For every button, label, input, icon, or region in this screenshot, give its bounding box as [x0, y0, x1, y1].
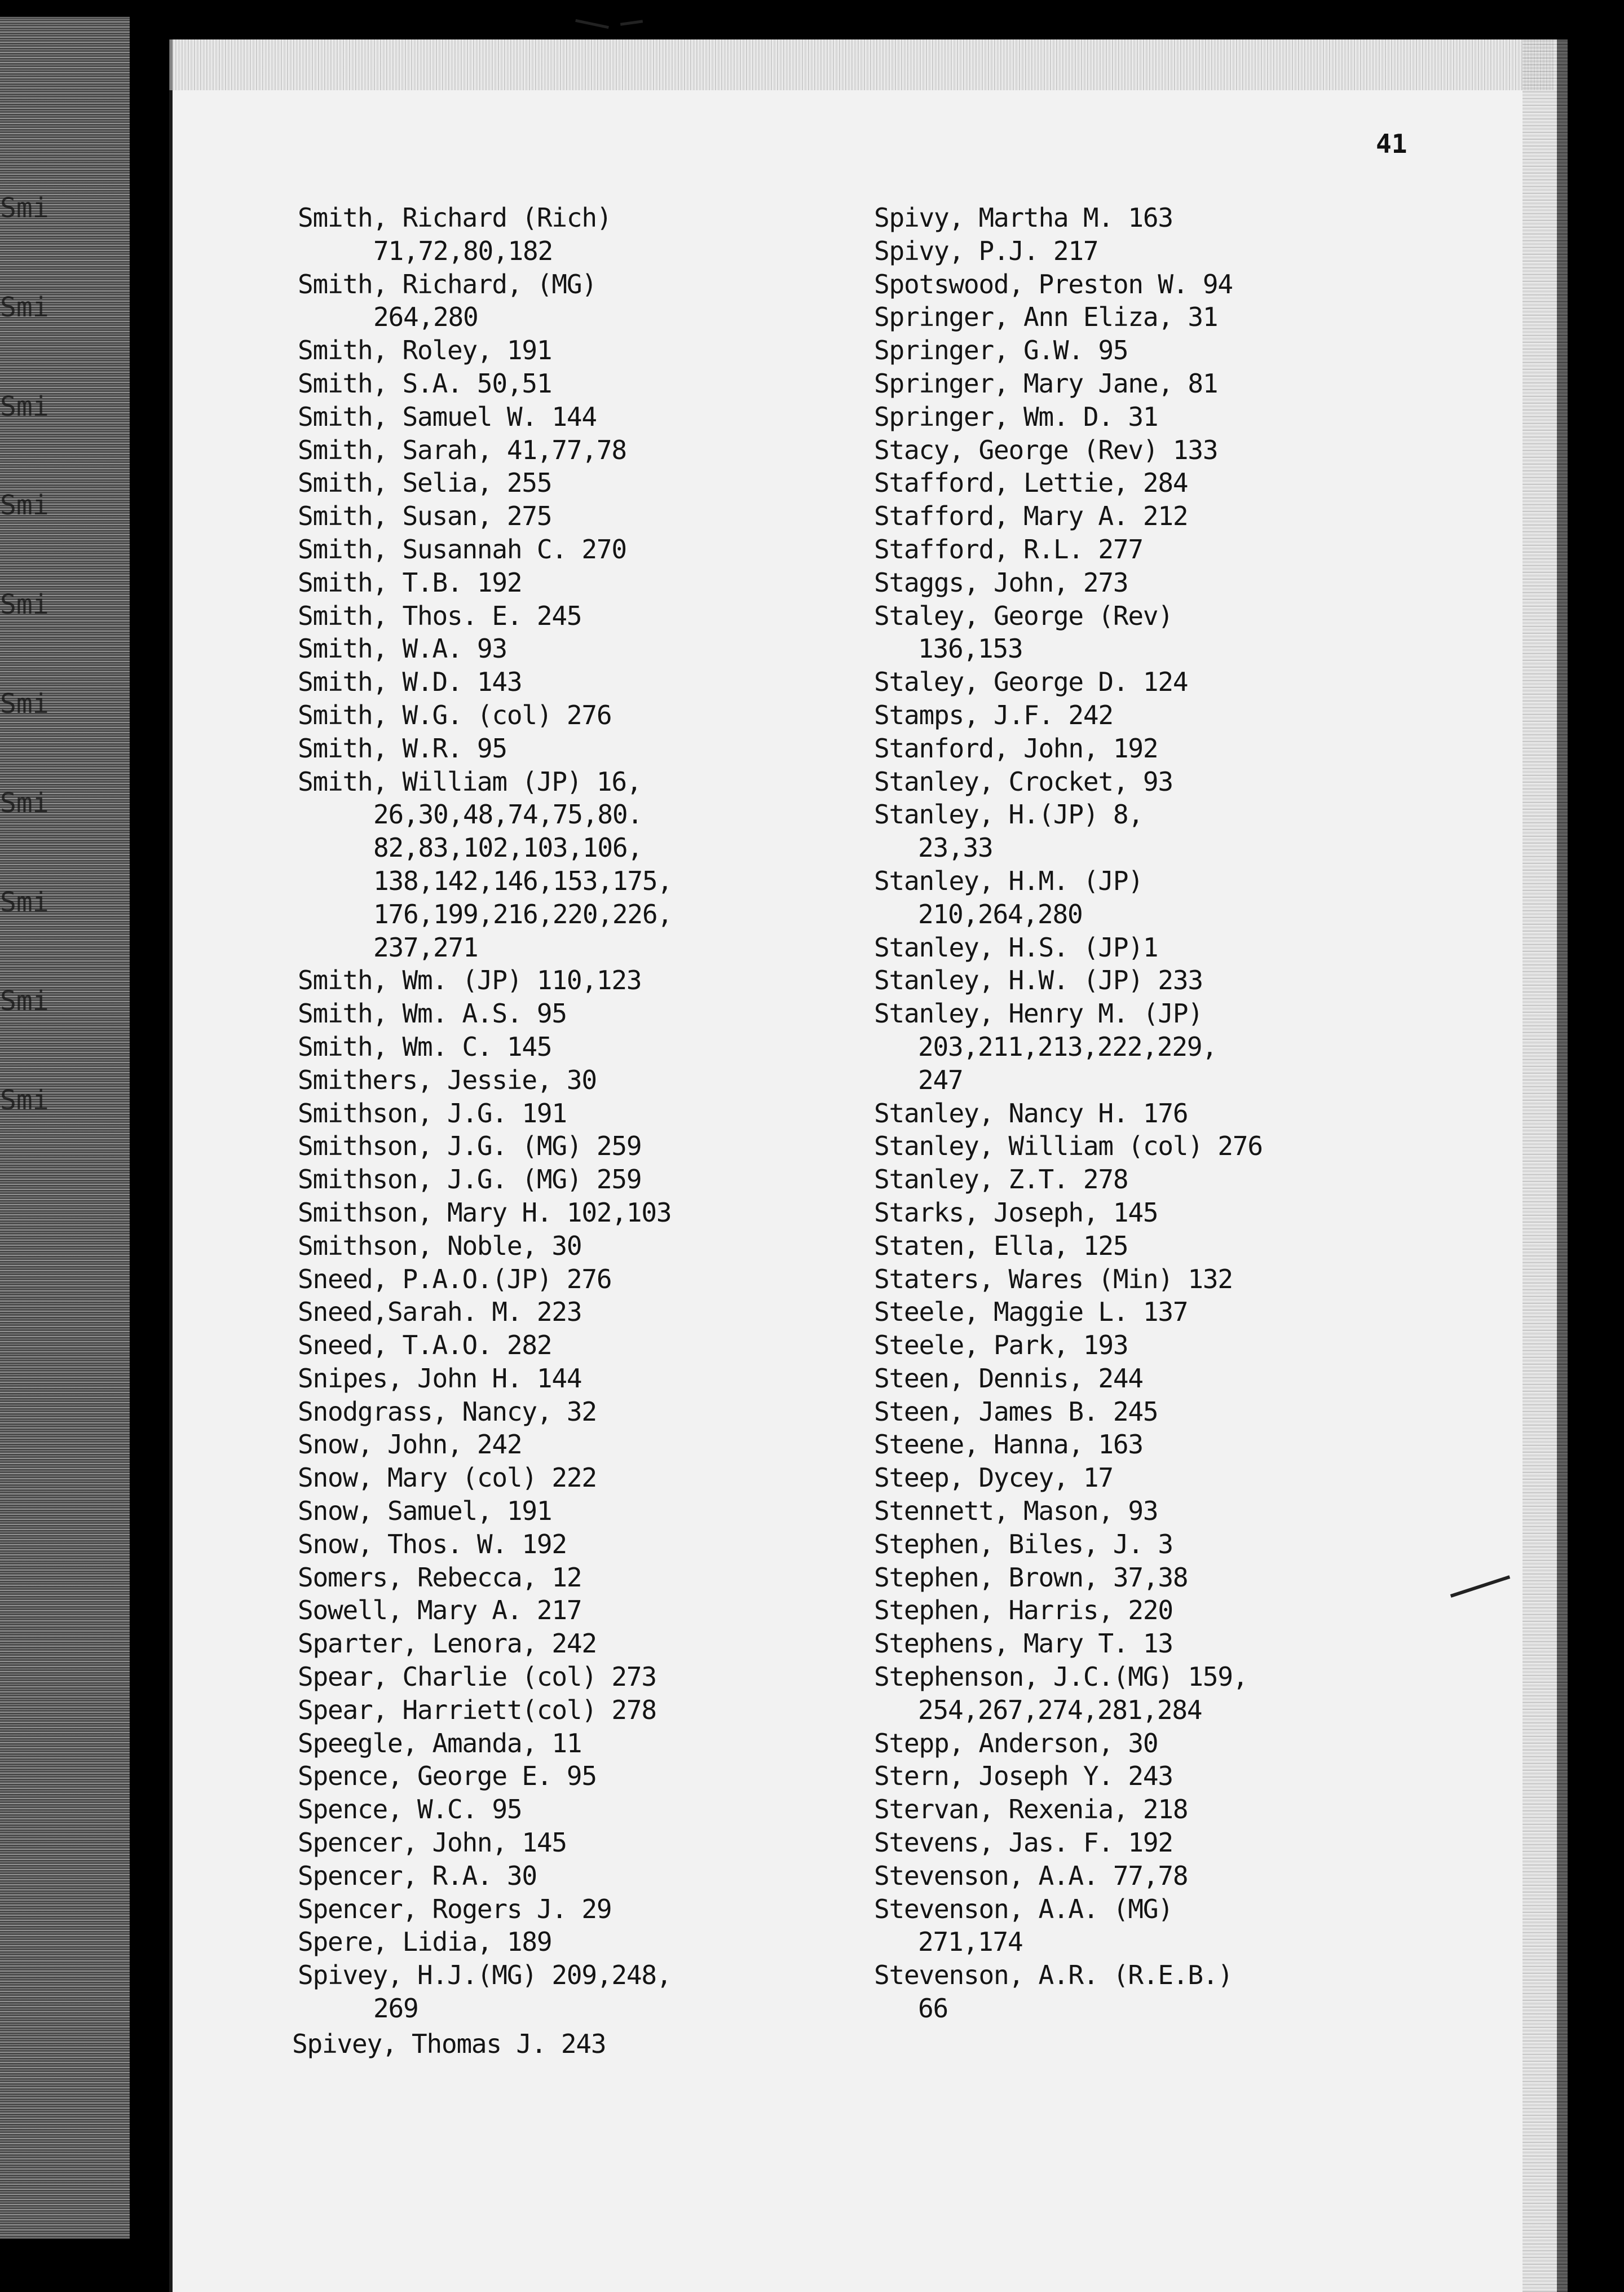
index-entry-name: Smith, W.D. 143: [298, 667, 522, 698]
index-entry-name: Smith, S.A. 50,51: [298, 368, 552, 399]
index-entry: [874, 1329, 1522, 1362]
index-entry-name: Smithson, Mary H. 102,103: [298, 1197, 672, 1228]
index-entry-name: Steele, Park, 193: [874, 1330, 1128, 1361]
index-entry-name: Staters, Wares (Min) 132: [874, 1263, 1233, 1294]
index-entry: [298, 1163, 862, 1196]
previous-page-edge-text: [0, 192, 51, 1183]
index-entry: [874, 367, 1522, 400]
index-entry: [298, 632, 862, 665]
index-entry: [874, 1395, 1522, 1429]
index-entry: [874, 1561, 1522, 1594]
index-entry-name: Stephen, Biles, J. 3: [874, 1528, 1173, 1559]
index-entry-name: Stevenson, A.R. (R.E.B.): [874, 1960, 1233, 1991]
index-entry-continuation: 271,174: [918, 1927, 1023, 1958]
index-entry-continuation: 23,33: [918, 832, 993, 863]
index-entry-name: Smith, Wm. A.S. 95: [298, 998, 567, 1029]
index-entry-name: Steene, Hanna, 163: [874, 1429, 1143, 1460]
index-entry-name: Smith, Richard, (MG): [298, 268, 597, 299]
index-entry: [298, 1295, 862, 1329]
index-entry-continuation: 82,83,102,103,106,: [373, 832, 642, 863]
index-entry-name: Spear, Charlie (col) 273: [298, 1661, 656, 1692]
index-entry: [874, 1528, 1522, 1561]
index-entry: [874, 201, 1522, 235]
index-entry-continuation: 176,199,216,220,226,: [373, 898, 672, 929]
scan-noise-top: [169, 39, 1554, 90]
index-entry-name: Smith, Thos. E. 245: [298, 600, 582, 631]
previous-page-fragment: Smi: [0, 1085, 49, 1117]
index-entry: [298, 600, 862, 633]
index-entry: [874, 1362, 1522, 1395]
index-entry-name: Stephen, Brown, 37,38: [874, 1562, 1188, 1593]
previous-page-fragment: Smi: [0, 291, 49, 323]
index-entry: [298, 268, 862, 334]
index-entry: [298, 1329, 862, 1362]
index-entry-name: Staley, George D. 124: [874, 667, 1188, 698]
index-entry-name: Sowell, Mary A. 217: [298, 1595, 582, 1626]
index-entry-name: Snow, Samuel, 191: [298, 1496, 552, 1527]
index-entry: [298, 334, 862, 367]
index-entry: [874, 1959, 1522, 2025]
index-entry-name: Staley, George (Rev): [874, 600, 1173, 631]
index-entry-name: Smithson, J.G. (MG) 259: [298, 1164, 642, 1195]
index-entry: [298, 1064, 862, 1097]
index-entry-continuation: 269: [373, 1993, 418, 2024]
index-entry: [874, 500, 1522, 533]
index-entry: [298, 1925, 862, 1959]
index-entry-name: Stanley, H.(JP) 8,: [874, 799, 1143, 830]
index-entry-name: Spivey, H.J.(MG) 209,248,: [298, 1960, 672, 1991]
index-entry-name: Stephens, Mary T. 13: [874, 1628, 1173, 1659]
index-entry-name: Spence, W.C. 95: [298, 1794, 522, 1825]
index-entry-name: Spencer, R.A. 30: [298, 1860, 537, 1891]
index-entry: [298, 1495, 862, 1528]
index-entry-name: Stanley, Nancy H. 176: [874, 1097, 1188, 1129]
index-entry-name: Stanford, John, 192: [874, 733, 1158, 764]
index-entry: [298, 699, 862, 732]
index-entry-name: Stafford, Lettie, 284: [874, 468, 1188, 499]
index-entry-name: Smith, T.B. 192: [298, 567, 522, 598]
index-entry-name: Stanley, Henry M. (JP): [874, 998, 1203, 1029]
index-entry: [874, 566, 1522, 600]
index-entry: [874, 1495, 1522, 1528]
index-entry-name: Snow, Mary (col) 222: [298, 1462, 597, 1493]
index-entry: [298, 1130, 862, 1163]
index-entry: [874, 1627, 1522, 1660]
index-entry-name: Smith, Susan, 275: [298, 501, 552, 532]
index-entry: [874, 434, 1522, 467]
index-entry-name: Staten, Ella, 125: [874, 1230, 1128, 1261]
index-entry-name: Stephen, Harris, 220: [874, 1595, 1173, 1626]
index-entry: [298, 1660, 862, 1694]
index-entry: [298, 566, 862, 600]
index-entry-name: Stepp, Anderson, 30: [874, 1727, 1158, 1758]
index-entry-name: Snodgrass, Nancy, 32: [298, 1396, 597, 1427]
index-entry: [298, 1196, 862, 1229]
index-entry-name: Smith, Richard (Rich): [298, 202, 612, 233]
index-entry: [298, 1030, 862, 1064]
index-entry-name: Steen, James B. 245: [874, 1396, 1158, 1427]
index-entry-name: Smith, Susannah C. 270: [298, 534, 626, 565]
index-entry: [298, 1959, 862, 2025]
index-entry-name: Snow, John, 242: [298, 1429, 522, 1460]
index-entry: [298, 1528, 862, 1561]
index-entry-name: Stamps, J.F. 242: [874, 699, 1113, 730]
index-entry: [298, 533, 862, 566]
index-entry: [298, 466, 862, 500]
previous-page-fragment: Smi: [0, 687, 49, 720]
index-entry-name: Smith, Sarah, 41,77,78: [298, 434, 626, 465]
index-entry: [874, 600, 1522, 666]
index-entry: [298, 1461, 862, 1495]
index-entry: [874, 1295, 1522, 1329]
index-entry-name: Stevenson, A.A. 77,78: [874, 1860, 1188, 1891]
index-entry: [874, 400, 1522, 434]
index-entry-name: Smith, Samuel W. 144: [298, 401, 597, 432]
index-entry-name: Stafford, Mary A. 212: [874, 501, 1188, 532]
index-entry-name: Springer, Wm. D. 31: [874, 401, 1158, 432]
index-entry-name: Staggs, John, 273: [874, 567, 1128, 598]
previous-page-fragment: Smi: [0, 886, 49, 918]
index-entry: [874, 533, 1522, 566]
index-entry: [874, 1660, 1522, 1727]
index-entry-name: Stennett, Mason, 93: [874, 1496, 1158, 1527]
index-entry-name: Sparter, Lenora, 242: [298, 1628, 597, 1659]
index-entry: [874, 798, 1522, 865]
index-entry-name: Springer, G.W. 95: [874, 335, 1128, 366]
index-entry-name: Stanley, William (col) 276: [874, 1131, 1263, 1162]
index-entry: [298, 1561, 862, 1594]
index-entry: [298, 1893, 862, 1926]
index-entry: [874, 466, 1522, 500]
previous-page-fragment: Smi: [0, 589, 49, 621]
index-entry: [874, 1826, 1522, 1859]
index-entry-name: Stervan, Rexenia, 218: [874, 1794, 1188, 1825]
index-entry-continuation: 264,280: [373, 302, 478, 333]
index-entry: [298, 964, 862, 997]
index-entry-continuation: 138,142,146,153,175,: [373, 865, 672, 896]
scan-mark: [620, 20, 643, 26]
index-entry: [298, 732, 862, 765]
index-entry: [874, 334, 1522, 367]
index-entry: [298, 201, 862, 268]
index-entry-continuation: 247: [918, 1064, 963, 1095]
index-entry: [874, 1793, 1522, 1826]
index-entry-name: Smith, W.G. (col) 276: [298, 699, 612, 730]
previous-page-fragment: Smi: [0, 787, 49, 819]
index-entry-continuation: 237,271: [373, 932, 478, 963]
index-entry-name: Speegle, Amanda, 11: [298, 1727, 582, 1758]
index-entry-name: Spence, George E. 95: [298, 1761, 597, 1792]
index-entry: [874, 765, 1522, 799]
index-entry-name: Stacy, George (Rev) 133: [874, 434, 1218, 465]
index-entry: [298, 1263, 862, 1296]
index-entry-name: Smith, Roley, 191: [298, 335, 552, 366]
index-entry: [298, 997, 862, 1030]
index-entry-name: Stanley, Z.T. 278: [874, 1164, 1128, 1195]
page-number: 41: [1376, 129, 1407, 159]
previous-page-fragment: Smi: [0, 490, 49, 522]
scan-noise-right: [1522, 39, 1568, 2292]
index-entry-name: Sneed, T.A.O. 282: [298, 1330, 552, 1361]
index-entry: [298, 1859, 862, 1893]
index-entry: [298, 434, 862, 467]
index-entry-name: Smithson, J.G. 191: [298, 1097, 567, 1129]
index-entry: [298, 1760, 862, 1793]
index-entry-name: Stephenson, J.C.(MG) 159,: [874, 1661, 1248, 1692]
index-entry-name: Stanley, H.W. (JP) 233: [874, 965, 1203, 996]
index-entry: [298, 1097, 862, 1130]
index-entry: [874, 1229, 1522, 1263]
index-entry: [298, 1727, 862, 1760]
index-entry-name: Spivy, P.J. 217: [874, 235, 1098, 266]
index-entry-name: Spear, Harriett(col) 278: [298, 1694, 656, 1725]
index-entry: [874, 1130, 1522, 1163]
index-entry-name: Stanley, H.S. (JP)1: [874, 932, 1158, 963]
index-entry-name: Smith, W.A. 93: [298, 633, 507, 664]
index-entry-name: Spotswood, Preston W. 94: [874, 268, 1233, 299]
index-entry-continuation: 66: [918, 1993, 948, 2024]
index-entry-continuation: 26,30,48,74,75,80.: [373, 799, 642, 830]
index-entry-name: Starks, Joseph, 145: [874, 1197, 1158, 1228]
index-entry: [874, 732, 1522, 765]
index-entry-name: Smithson, J.G. (MG) 259: [298, 1131, 642, 1162]
index-entry-name: Smith, Selia, 255: [298, 468, 552, 499]
index-entry-name: Snipes, John H. 144: [298, 1363, 582, 1394]
index-entry: [298, 367, 862, 400]
previous-page-fragment: Smi: [0, 985, 49, 1017]
index-entry: [874, 964, 1522, 997]
index-entry-name: Smith, Wm. (JP) 110,123: [298, 965, 642, 996]
index-entry: [874, 301, 1522, 334]
index-entry-name: Sneed,Sarah. M. 223: [298, 1297, 582, 1328]
index-entry: [298, 1428, 862, 1461]
index-entry: [298, 1793, 862, 1826]
index-column-right: [874, 201, 1522, 2025]
index-entry-name: Spivy, Martha M. 163: [874, 202, 1173, 233]
index-entry-trailing: Spivey, Thomas J. 243: [292, 2029, 606, 2059]
index-entry-name: Springer, Mary Jane, 81: [874, 368, 1218, 399]
index-entry-continuation: 254,267,274,281,284: [918, 1694, 1202, 1725]
index-entry-name: Sneed, P.A.O.(JP) 276: [298, 1263, 612, 1294]
index-entry: [298, 1594, 862, 1627]
index-entry: [874, 1893, 1522, 1959]
index-entry-continuation: 210,264,280: [918, 898, 1083, 929]
index-entry: [874, 1428, 1522, 1461]
previous-page-fragment: Smi: [0, 390, 49, 422]
scan-mark: [575, 19, 609, 29]
index-entry-continuation: 71,72,80,182: [373, 235, 553, 266]
index-entry: [874, 931, 1522, 964]
index-entry: [874, 865, 1522, 931]
index-entry-continuation: 203,211,213,222,229,: [918, 1031, 1217, 1062]
index-entry: [874, 1461, 1522, 1495]
index-entry: [874, 1727, 1522, 1760]
index-entry-name: Steele, Maggie L. 137: [874, 1297, 1188, 1328]
index-entry: [298, 1229, 862, 1263]
index-entry-name: Smith, W.R. 95: [298, 733, 507, 764]
index-entry-name: Steen, Dennis, 244: [874, 1363, 1143, 1394]
index-entry: [874, 1594, 1522, 1627]
index-entry: [874, 1163, 1522, 1196]
index-entry-name: Springer, Ann Eliza, 31: [874, 302, 1218, 333]
index-entry: [874, 235, 1522, 268]
index-entry-name: Steep, Dycey, 17: [874, 1462, 1113, 1493]
previous-page-fragment: Smi: [0, 192, 49, 224]
index-entry: [874, 997, 1522, 1096]
index-entry: [874, 1263, 1522, 1296]
index-entry-name: Smith, William (JP) 16,: [298, 766, 642, 797]
index-entry: [298, 1362, 862, 1395]
index-entry: [874, 699, 1522, 732]
index-entry-name: Spencer, John, 145: [298, 1827, 567, 1858]
index-entry: [874, 268, 1522, 301]
index-entry-name: Stern, Joseph Y. 243: [874, 1761, 1173, 1792]
index-column-left: [298, 201, 862, 2025]
index-entry-continuation: 136,153: [918, 633, 1023, 664]
index-entry-name: Spere, Lidia, 189: [298, 1927, 552, 1958]
index-entry-name: Smith, Wm. C. 145: [298, 1031, 552, 1062]
index-entry-name: Stafford, R.L. 277: [874, 534, 1143, 565]
index-entry-name: Stanley, H.M. (JP): [874, 865, 1143, 896]
index-entry-name: Stevens, Jas. F. 192: [874, 1827, 1173, 1858]
index-entry: [298, 1627, 862, 1660]
index-entry: [298, 665, 862, 699]
index-entry-name: Smithers, Jessie, 30: [298, 1064, 597, 1095]
index-entry-name: Somers, Rebecca, 12: [298, 1562, 582, 1593]
index-entry-name: Spencer, Rogers J. 29: [298, 1893, 612, 1924]
index-entry-name: Stevenson, A.A. (MG): [874, 1893, 1173, 1924]
index-entry: [874, 1097, 1522, 1130]
index-entry: [298, 400, 862, 434]
index-entry: [298, 1395, 862, 1429]
index-entry: [298, 500, 862, 533]
index-entry-name: Smithson, Noble, 30: [298, 1230, 582, 1261]
index-entry: [874, 665, 1522, 699]
index-entry: [874, 1859, 1522, 1893]
index-entry: [874, 1196, 1522, 1229]
index-entry: [874, 1760, 1522, 1793]
index-entry: [298, 765, 862, 964]
index-entry-name: Stanley, Crocket, 93: [874, 766, 1173, 797]
index-entry: [298, 1826, 862, 1859]
index-entry: [298, 1694, 862, 1727]
index-entry-name: Snow, Thos. W. 192: [298, 1528, 567, 1559]
